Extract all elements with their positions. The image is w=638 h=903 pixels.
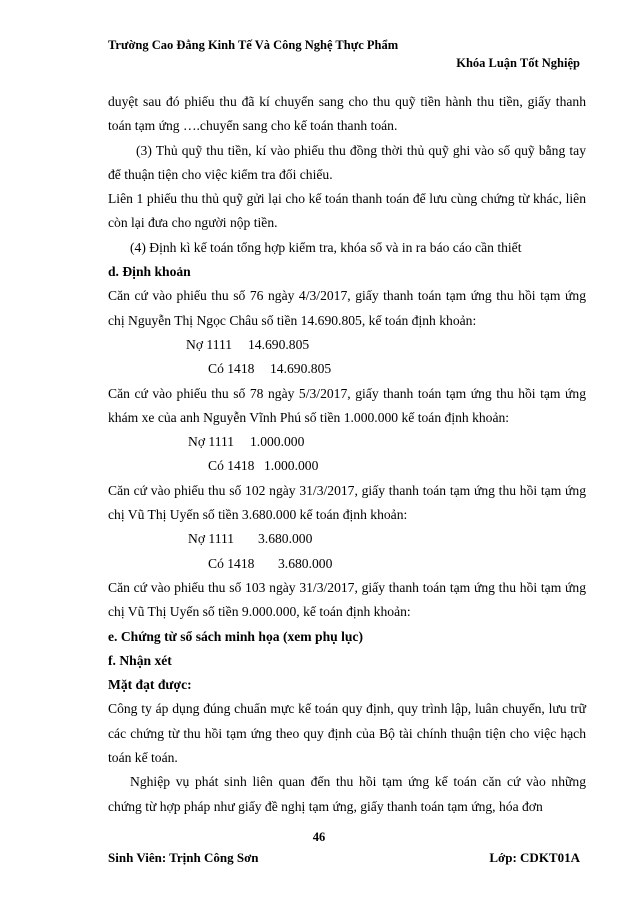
account: Có 1418 <box>208 555 255 571</box>
account: Nợ 1111 <box>186 336 233 352</box>
amount: 14.690.805 <box>248 336 310 352</box>
header-school: Trường Cao Đẳng Kinh Tế Và Công Nghệ Thực Phẩm <box>108 38 399 52</box>
amount: 3.680.000 <box>258 531 313 547</box>
account: Có 1418 <box>208 458 255 474</box>
paragraph: Liên 1 phiếu thu thủ quỹ gửi lại cho kế toán thanh toán để lưu cùng chứng từ khác, liên còn lại đưa cho người nộp tiền. <box>108 191 586 231</box>
paragraph: Căn cứ vào phiếu thu số 78 ngày 5/3/2017, giấy thanh toán tạm ứng thu hồi tạm ứng khám xe của anh Nguyễn Vĩnh Phú số tiền 1.000.000 kế toán định khoản: <box>108 385 586 425</box>
account: Nợ 1111 <box>188 531 235 547</box>
journal-entry-credit <box>108 454 586 478</box>
footer-student: Sinh Viên: Trịnh Công Sơn <box>108 850 259 865</box>
journal-entry-debit <box>108 333 586 357</box>
amount: 1.000.000 <box>250 434 305 450</box>
amount: 3.680.000 <box>278 555 333 571</box>
header-doc-type: Khóa Luận Tốt Nghiệp <box>456 56 580 70</box>
paragraph: Căn cứ vào phiếu thu số 102 ngày 31/3/2017, giấy thanh toán tạm ứng thu hồi tạm ứng chị Vũ Thị Uyến số tiền 3.680.000 kế toán định khoản: <box>108 482 586 523</box>
paragraph: (4) Định kì kế toán tổng hợp kiểm tra, khóa sổ và in ra báo cáo cần thiết <box>130 239 522 255</box>
amount: 14.690.805 <box>270 361 332 377</box>
document-body <box>108 90 586 819</box>
paragraph: (3) Thủ quỹ thu tiền, kí vào phiếu thu đồng thời thủ quỹ ghi vào số quỹ bằng tay để thuận tiện cho việc kiểm tra đối chiếu. <box>108 142 586 182</box>
journal-entry-debit <box>108 527 586 551</box>
subheading-achievements: Mặt đạt được: <box>108 677 192 693</box>
section-heading-d: d. Định khoản <box>108 264 191 280</box>
paragraph: Căn cứ vào phiếu thu số 103 ngày 31/3/2017, giấy thanh toán tạm ứng thu hồi tạm ứng chị Vũ Thị Uyến số tiền 9.000.000, kế toán định khoản: <box>108 579 586 620</box>
paragraph: Căn cứ vào phiếu thu số 76 ngày 4/3/2017, giấy thanh toán tạm ứng thu hồi tạm ứng chị Nguyễn Thị Ngọc Châu số tiền 14.690.805, kế toán định khoản: <box>108 288 586 328</box>
journal-entry-credit <box>108 552 586 576</box>
account: Có 1418 <box>208 361 255 377</box>
section-heading-f: f. Nhận xét <box>108 652 172 668</box>
paragraph: Nghiệp vụ phát sinh liên quan đến thu hồi tạm ứng kế toán căn cứ vào những chứng từ hợp pháp như giấy đề nghị tạm ứng, giấy thanh toán tạm ứng, hóa đơn <box>108 774 586 814</box>
paragraph: duyệt sau đó phiếu thu đã kí chuyển sang cho thu quỹ tiền hành thu tiền, giấy thanh toán tạm ứng ….chuyển sang cho kế toán thanh toán. <box>108 94 586 134</box>
page-number: 46 <box>312 830 326 844</box>
amount: 1.000.000 <box>264 458 319 474</box>
journal-entry-credit <box>108 357 586 381</box>
section-heading-e: e. Chứng từ sổ sách minh họa (xem phụ lục) <box>108 628 363 644</box>
account: Nợ 1111 <box>188 434 235 450</box>
journal-entry-debit <box>108 430 586 454</box>
paragraph: Công ty áp dụng đúng chuẩn mực kế toán quy định, quy trình lập, luân chuyển, lưu trữ các chứng từ thu hồi tạm ứng theo quy định của Bộ tài chính thuận tiện cho việc hạch toán kế toán. <box>108 701 586 766</box>
footer-class: Lớp: CDKT01A <box>489 850 580 865</box>
